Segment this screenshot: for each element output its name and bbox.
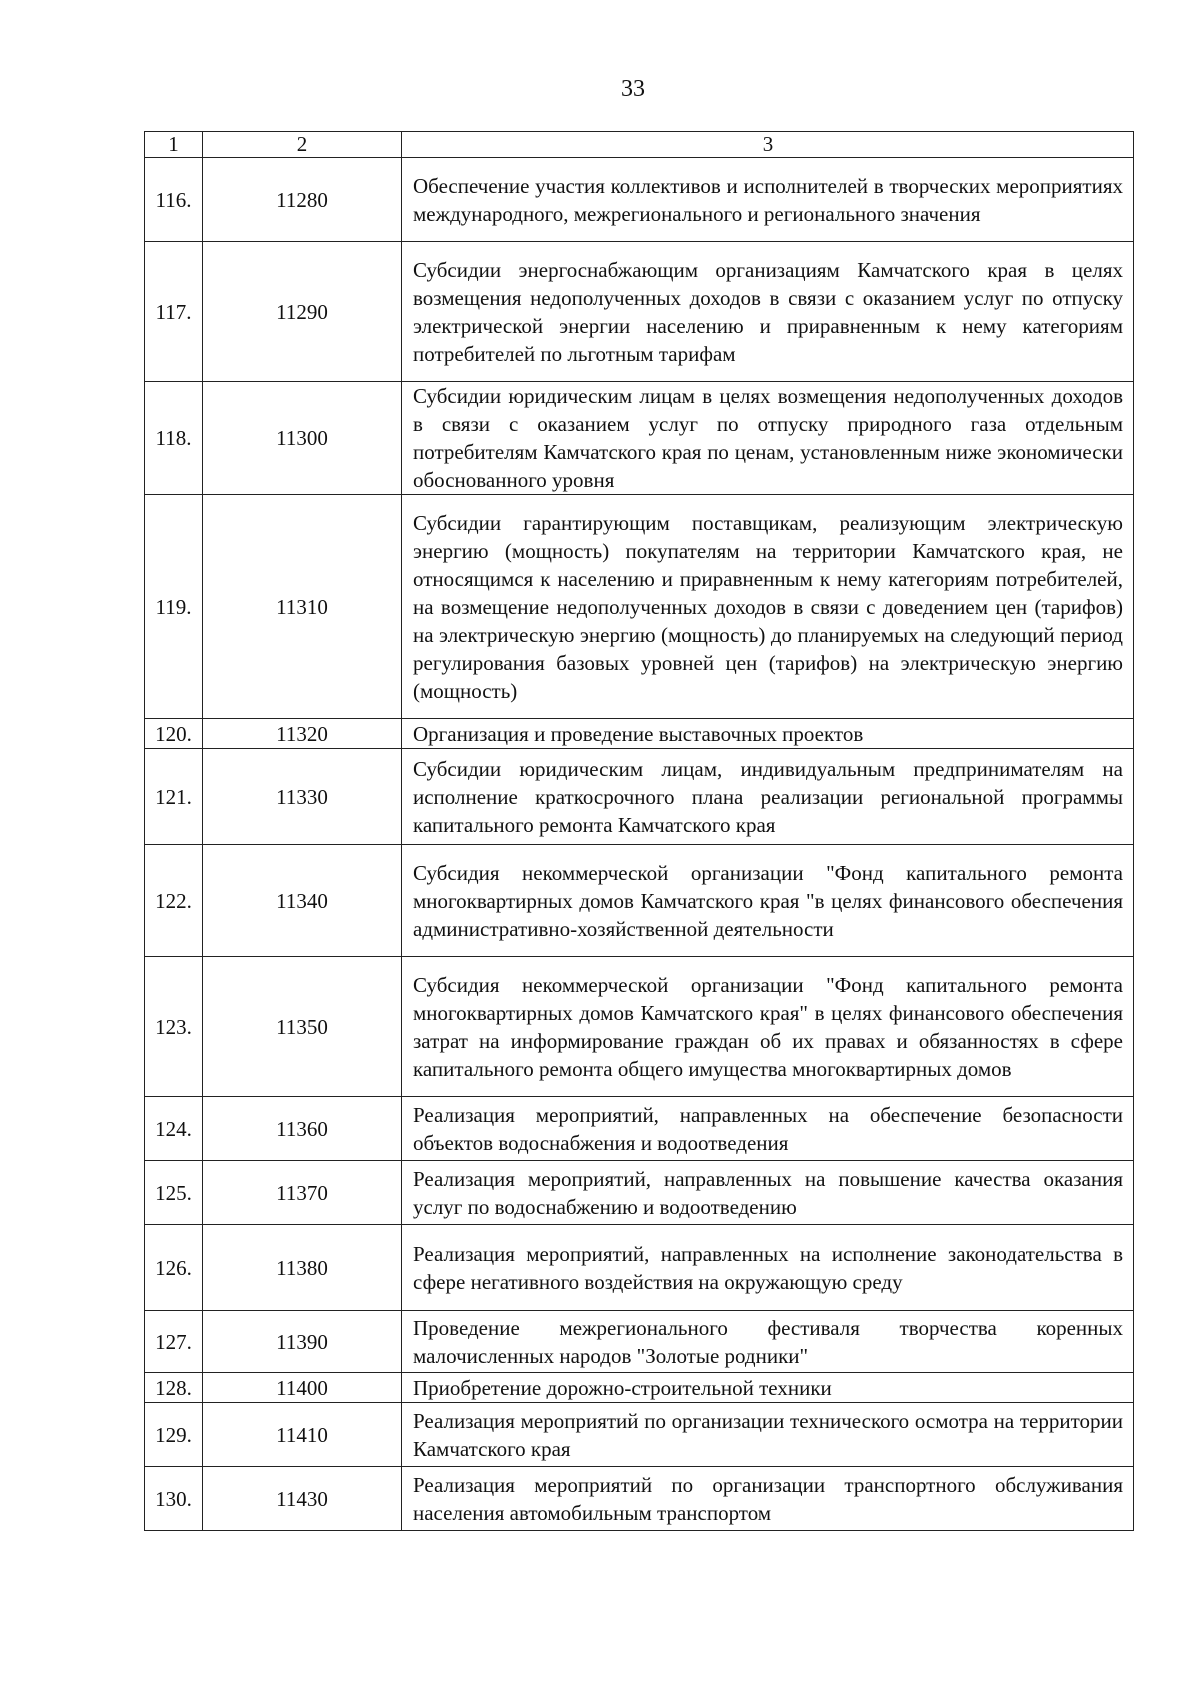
row-description: Реализация мероприятий, направленных на исполнение законодательства в сфере негативного воздействия на окружающую среду xyxy=(402,1225,1134,1311)
row-number: 130. xyxy=(145,1467,203,1531)
row-code: 11310 xyxy=(203,495,402,719)
row-description: Реализация мероприятий, направленных на повышение качества оказания услуг по водоснабжению и водоотведению xyxy=(402,1161,1134,1225)
row-description: Обеспечение участия коллективов и исполнителей в творческих мероприятиях международного, межрегионального и регионального значения xyxy=(402,158,1134,242)
row-code: 11320 xyxy=(203,719,402,749)
row-description: Субсидии энергоснабжающим организациям Камчатского края в целях возмещения недополученных доходов в связи с оказанием услуг по отпуску электрической энергии населению и приравненным к нему категориям потребителей по льготным тарифам xyxy=(402,242,1134,382)
row-description: Субсидия некоммерческой организации "Фонд капитального ремонта многоквартирных домов Камчатского края "в целях финансового обеспечения административно-хозяйственной деятельности xyxy=(402,845,1134,957)
row-description: Реализация мероприятий по организации технического осмотра на территории Камчатского края xyxy=(402,1403,1134,1467)
row-description: Реализация мероприятий по организации транспортного обслуживания населения автомобильным транспортом xyxy=(402,1467,1134,1531)
table-row xyxy=(145,1097,1134,1161)
table-row xyxy=(145,957,1134,1097)
table-row xyxy=(145,495,1134,719)
row-description: Субсидии гарантирующим поставщикам, реализующим электрическую энергию (мощность) покупателям на территории Камчатского края, не относящимся к населению и приравненным к нему категориям потребителей, на возмещение недополученных доходов в связи с доведением цен (тарифов) на электрическую энергию (мощность) до планируемых на следующий период регулирования базовых уровней цен (тарифов) на электрическую энергию (мощность) xyxy=(402,495,1134,719)
row-code: 11290 xyxy=(203,242,402,382)
row-number: 126. xyxy=(145,1225,203,1311)
row-code: 11380 xyxy=(203,1225,402,1311)
row-number: 122. xyxy=(145,845,203,957)
row-code: 11390 xyxy=(203,1311,402,1373)
table-row xyxy=(145,1161,1134,1225)
table-row xyxy=(145,749,1134,845)
column-header-3: 3 xyxy=(402,132,1134,158)
budget-codes-table xyxy=(144,131,1134,1531)
row-code: 11400 xyxy=(203,1373,402,1403)
table-row xyxy=(145,1467,1134,1531)
row-description: Приобретение дорожно-строительной техники xyxy=(402,1373,1134,1403)
row-code: 11410 xyxy=(203,1403,402,1467)
row-code: 11350 xyxy=(203,957,402,1097)
row-number: 121. xyxy=(145,749,203,845)
table-row xyxy=(145,845,1134,957)
row-code: 11300 xyxy=(203,382,402,495)
row-code: 11360 xyxy=(203,1097,402,1161)
row-description: Субсидия некоммерческой организации "Фонд капитального ремонта многоквартирных домов Камчатского края" в целях финансового обеспечения затрат на информирование граждан об их правах и обязанностях в сфере капитального ремонта общего имущества многоквартирных домов xyxy=(402,957,1134,1097)
row-description: Субсидии юридическим лицам, индивидуальным предпринимателям на исполнение краткосрочного плана реализации региональной программы капитального ремонта Камчатского края xyxy=(402,749,1134,845)
row-code: 11370 xyxy=(203,1161,402,1225)
row-number: 128. xyxy=(145,1373,203,1403)
row-description: Субсидии юридическим лицам в целях возмещения недополученных доходов в связи с оказанием услуг по отпуску природного газа отдельным потребителям Камчатского края по ценам, установленным ниже экономически обоснованного уровня xyxy=(402,382,1134,495)
table-row xyxy=(145,382,1134,495)
row-number: 118. xyxy=(145,382,203,495)
row-description: Проведение межрегионального фестиваля творчества коренных малочисленных народов "Золотые родники" xyxy=(402,1311,1134,1373)
table-header-row xyxy=(145,132,1134,158)
table-row xyxy=(145,242,1134,382)
row-number: 127. xyxy=(145,1311,203,1373)
table-row xyxy=(145,1373,1134,1403)
table-row xyxy=(145,1403,1134,1467)
row-code: 11330 xyxy=(203,749,402,845)
page-number: 33 xyxy=(621,76,645,102)
row-number: 117. xyxy=(145,242,203,382)
row-number: 123. xyxy=(145,957,203,1097)
row-number: 129. xyxy=(145,1403,203,1467)
table-row xyxy=(145,1311,1134,1373)
row-number: 120. xyxy=(145,719,203,749)
row-number: 119. xyxy=(145,495,203,719)
column-header-2: 2 xyxy=(203,132,402,158)
row-code: 11430 xyxy=(203,1467,402,1531)
column-header-1: 1 xyxy=(145,132,203,158)
table-row xyxy=(145,158,1134,242)
table-row xyxy=(145,719,1134,749)
table-row xyxy=(145,1225,1134,1311)
row-code: 11340 xyxy=(203,845,402,957)
row-code: 11280 xyxy=(203,158,402,242)
row-number: 125. xyxy=(145,1161,203,1225)
row-number: 116. xyxy=(145,158,203,242)
row-description: Реализация мероприятий, направленных на обеспечение безопасности объектов водоснабжения и водоотведения xyxy=(402,1097,1134,1161)
row-description: Организация и проведение выставочных проектов xyxy=(402,719,1134,749)
row-number: 124. xyxy=(145,1097,203,1161)
